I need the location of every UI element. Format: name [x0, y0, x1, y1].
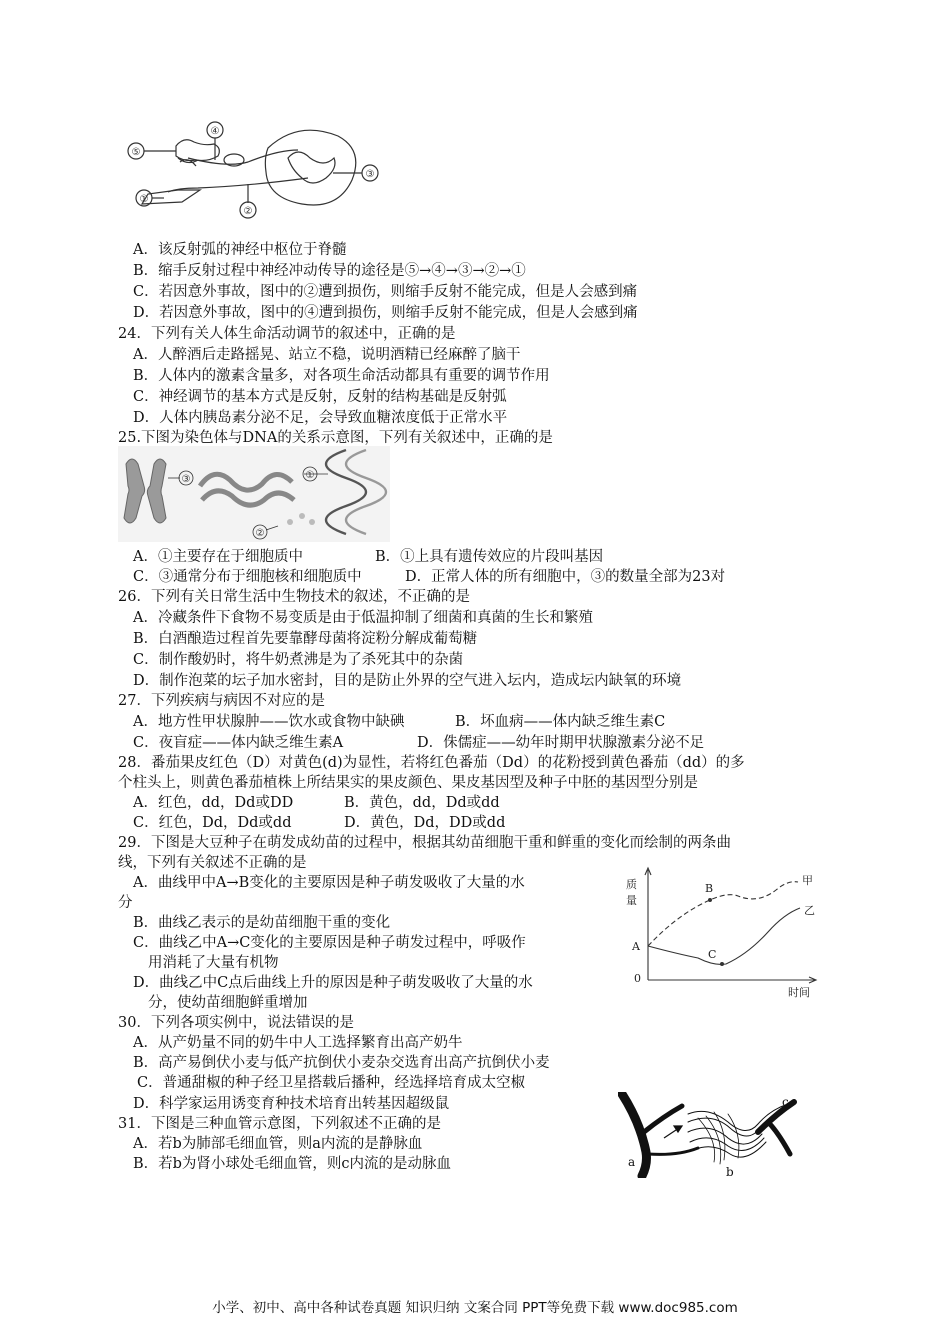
q24-stem: 24．下列有关人体生命活动调节的叙述中，正确的是 [118, 326, 456, 342]
chromosome-label-1: ① [305, 470, 315, 481]
graph-curve-yi: 乙 [804, 904, 815, 917]
q26-option-c: C．制作酸奶时，将牛奶煮沸是为了杀死其中的杂菌 [133, 652, 464, 668]
q26-option-a: A．冷藏条件下食物不易变质是由于低温抑制了细菌和真菌的生长和繁殖 [133, 610, 593, 626]
q23-option-c: C．若因意外事故，图中的②遭到损伤，则缩手反射不能完成，但是人会感到痛 [133, 284, 638, 300]
reflex-label-3: ③ [365, 169, 375, 180]
q25-stem: 25.下图为染色体与DNA的关系示意图，下列有关叙述中，正确的是 [118, 430, 553, 446]
q30-option-c: C．普通甜椒的种子经卫星搭载后播种，经选择培育成太空椒 [137, 1075, 526, 1091]
q29-option-a: A．曲线甲中A→B变化的主要原因是种子萌发吸收了大量的水 [133, 875, 525, 891]
vessel-label-b: b [726, 1165, 734, 1178]
q24-option-d: D．人体内胰岛素分泌不足，会导致血糖浓度低于正常水平 [133, 410, 508, 426]
chromosome-dna-figure [118, 446, 390, 542]
q28-option-b: B．黄色，dd，Dd或dd [344, 795, 500, 811]
graph-origin: 0 [634, 972, 641, 985]
chromosome-label-2: ② [255, 528, 265, 539]
q25-option-d: D．正常人体的所有细胞中，③的数量全部为23对 [405, 569, 726, 585]
q26-stem: 26．下列有关日常生活中生物技术的叙述，不正确的是 [118, 589, 470, 605]
vessel-label-a: a [628, 1155, 636, 1169]
q29-stem-line2: 线，下列有关叙述不正确的是 [118, 855, 307, 871]
curve-yi [648, 908, 800, 964]
q25-option-b: B．①上具有遗传效应的片段叫基因 [375, 549, 604, 565]
q29-stem-line1: 29．下图是大豆种子在萌发成幼苗的过程中，根据其幼苗细胞干重和鲜重的变化而绘制的两条曲 [118, 835, 731, 851]
q25-option-a: A．①主要存在于细胞质中 [133, 549, 303, 565]
reflex-label-1: ① [139, 194, 149, 205]
graph-ylabel-1: 质 [626, 878, 637, 891]
q24-option-c: C．神经调节的基本方式是反射，反射的结构基础是反射弧 [133, 389, 507, 405]
q23-option-a: A．该反射弧的神经中枢位于脊髓 [133, 242, 347, 258]
blood-vessel-figure [618, 1092, 798, 1178]
q27-option-b: B．坏血病——体内缺乏维生素C [455, 714, 666, 730]
q31-stem: 31．下图是三种血管示意图，下列叙述不正确的是 [118, 1116, 441, 1132]
seed-mass-graph [618, 862, 826, 1000]
q27-option-c: C．夜盲症——体内缺乏维生素A [133, 735, 344, 751]
q28-option-a: A．红色，dd，Dd或DD [133, 795, 294, 811]
q29-option-c: C．曲线乙中A→C变化的主要原因是种子萌发过程中，呼吸作 [133, 935, 526, 951]
q27-stem: 27．下列疾病与病因不对应的是 [118, 693, 325, 709]
vessel-label-c: c [782, 1095, 789, 1109]
q29-option-b: B．曲线乙表示的是幼苗细胞干重的变化 [133, 915, 391, 931]
q29-option-d-cont: 分，使幼苗细胞鲜重增加 [148, 995, 308, 1011]
q30-option-b: B．高产易倒伏小麦与低产抗倒伏小麦杂交选育出高产抗倒伏小麦 [133, 1055, 550, 1071]
reflex-label-4: ④ [210, 126, 220, 137]
q23-option-b: B．缩手反射过程中神经冲动传导的途径是⑤→④→③→②→① [133, 263, 526, 279]
q26-option-d: D．制作泡菜的坛子加水密封，目的是防止外界的空气进入坛内，造成坛内缺氧的环境 [133, 673, 682, 689]
q27-option-d: D．侏儒症——幼年时期甲状腺激素分泌不足 [417, 735, 705, 751]
page-footer: 小学、初中、高中各种试卷真题 知识归纳 文案合同 PPT等免费下载 www.doc985.com [212, 1300, 738, 1316]
q31-option-b: B．若b为肾小球处毛细血管，则c内流的是动脉血 [133, 1156, 452, 1172]
q25-option-c: C．③通常分布于细胞核和细胞质中 [133, 569, 362, 585]
q28-option-d: D．黄色，Dd，DD或dd [344, 815, 506, 831]
curve-jia [648, 882, 798, 946]
reflex-label-2: ② [243, 206, 253, 217]
graph-point-c: C [708, 948, 717, 961]
q29-option-a-cont: 分 [118, 895, 133, 911]
graph-xlabel: 时间 [788, 986, 810, 999]
q28-option-c: C．红色，Dd，Dd或dd [133, 815, 292, 831]
reflex-label-5: ⑤ [131, 147, 141, 158]
graph-curve-jia: 甲 [802, 874, 813, 887]
q28-stem-line1: 28．番茄果皮红色（D）对黄色(d)为显性，若将红色番茄（Dd）的花粉授到黄色番茄（dd）的多 [118, 755, 745, 771]
graph-ylabel-2: 量 [626, 894, 637, 907]
q26-option-b: B．白酒酿造过程首先要靠酵母菌将淀粉分解成葡萄糖 [133, 631, 478, 647]
q28-stem-line2: 个柱头上，则黄色番茄植株上所结果实的果皮颜色、果皮基因型及种子中胚的基因型分别是 [118, 775, 698, 791]
q23-option-d: D．若因意外事故，图中的④遭到损伤，则缩手反射不能完成，但是人会感到痛 [133, 305, 638, 321]
q31-option-a: A．若b为肺部毛细血管，则a内流的是静脉血 [133, 1136, 423, 1152]
q30-option-a: A．从产奶量不同的奶牛中人工选择繁育出高产奶牛 [133, 1035, 463, 1051]
q24-option-b: B．人体内的激素含量多，对各项生命活动都具有重要的调节作用 [133, 368, 550, 384]
graph-point-a: A [632, 940, 640, 953]
q24-option-a: A．人醉酒后走路摇晃、站立不稳，说明酒精已经麻醉了脑干 [133, 347, 521, 363]
q27-option-a: A．地方性甲状腺肿——饮水或食物中缺碘 [133, 714, 405, 730]
graph-point-b: B [705, 882, 714, 895]
chromosome-label-3: ③ [181, 474, 191, 485]
q29-option-c-cont: 用消耗了大量有机物 [148, 955, 279, 971]
q30-stem: 30．下列各项实例中，说法错误的是 [118, 1015, 354, 1031]
reflex-arc-figure [118, 118, 390, 226]
q29-option-d: D．曲线乙中C点后曲线上升的原因是种子萌发吸收了大量的水 [133, 975, 533, 991]
q30-option-d: D．科学家运用诱变育种技术培育出转基因超级鼠 [133, 1096, 450, 1112]
